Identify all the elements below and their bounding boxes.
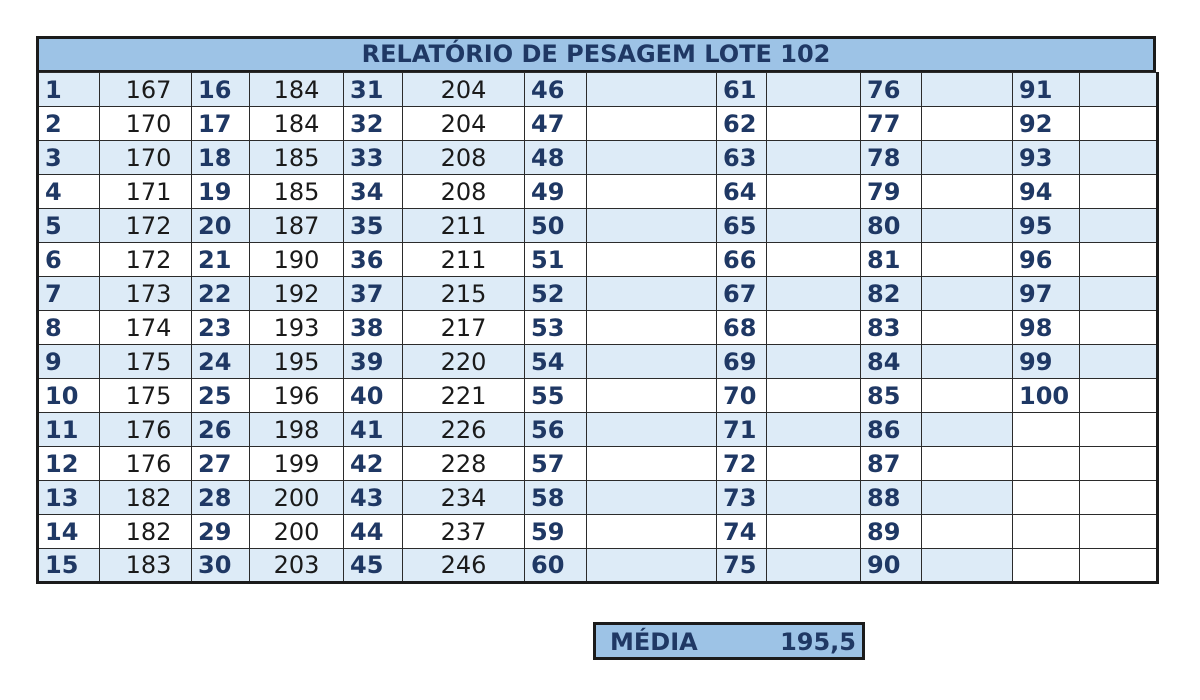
animal-number-cell: 32 — [344, 107, 403, 141]
animal-number-cell: 83 — [861, 311, 922, 345]
weight-cell — [767, 515, 861, 549]
animal-number-cell: 21 — [192, 243, 250, 277]
weight-cell — [922, 107, 1013, 141]
animal-number-cell: 40 — [344, 379, 403, 413]
weight-cell — [587, 243, 717, 277]
animal-number-cell: 8 — [38, 311, 100, 345]
animal-number-cell: 88 — [861, 481, 922, 515]
animal-number-cell: 23 — [192, 311, 250, 345]
animal-number-cell: 5 — [38, 209, 100, 243]
weight-cell: 175 — [100, 379, 192, 413]
weight-cell: 208 — [403, 175, 525, 209]
weight-cell — [767, 277, 861, 311]
weight-cell — [587, 209, 717, 243]
weight-cell — [767, 379, 861, 413]
animal-number-cell: 45 — [344, 549, 403, 583]
weight-cell: 195 — [250, 345, 344, 379]
animal-number-cell: 49 — [525, 175, 587, 209]
weight-cell: 208 — [403, 141, 525, 175]
animal-number-cell: 81 — [861, 243, 922, 277]
weight-cell — [767, 107, 861, 141]
animal-number-cell: 13 — [38, 481, 100, 515]
weighing-report-sheet — [36, 36, 1156, 584]
weight-cell: 171 — [100, 175, 192, 209]
weight-cell: 184 — [250, 107, 344, 141]
weight-cell: 200 — [250, 481, 344, 515]
weight-cell — [587, 549, 717, 583]
weight-cell — [587, 345, 717, 379]
weight-cell — [922, 277, 1013, 311]
weight-cell: 234 — [403, 481, 525, 515]
animal-number-cell: 42 — [344, 447, 403, 481]
animal-number-cell — [1013, 481, 1080, 515]
animal-number-cell: 75 — [717, 549, 767, 583]
animal-number-cell: 92 — [1013, 107, 1080, 141]
animal-number-cell: 10 — [38, 379, 100, 413]
animal-number-cell: 6 — [38, 243, 100, 277]
weight-cell — [767, 413, 861, 447]
weight-cell — [587, 515, 717, 549]
weight-cell — [1080, 379, 1158, 413]
animal-number-cell: 31 — [344, 73, 403, 107]
weight-cell — [587, 73, 717, 107]
table-row — [38, 515, 1158, 549]
weight-cell — [922, 175, 1013, 209]
weight-cell — [922, 481, 1013, 515]
weight-cell — [767, 481, 861, 515]
weight-cell — [1080, 209, 1158, 243]
animal-number-cell: 73 — [717, 481, 767, 515]
weight-cell — [587, 107, 717, 141]
animal-number-cell: 84 — [861, 345, 922, 379]
animal-number-cell: 39 — [344, 345, 403, 379]
weight-cell — [922, 515, 1013, 549]
animal-number-cell: 59 — [525, 515, 587, 549]
weight-cell — [587, 447, 717, 481]
weight-cell — [1080, 175, 1158, 209]
weight-cell: 228 — [403, 447, 525, 481]
weight-cell: 211 — [403, 209, 525, 243]
animal-number-cell: 30 — [192, 549, 250, 583]
animal-number-cell: 18 — [192, 141, 250, 175]
weight-cell: 187 — [250, 209, 344, 243]
average-value: 195,5 — [780, 628, 856, 656]
weight-cell — [922, 447, 1013, 481]
weight-cell: 198 — [250, 413, 344, 447]
animal-number-cell: 60 — [525, 549, 587, 583]
table-row — [38, 447, 1158, 481]
weight-cell — [587, 175, 717, 209]
animal-number-cell: 19 — [192, 175, 250, 209]
animal-number-cell: 24 — [192, 345, 250, 379]
animal-number-cell: 37 — [344, 277, 403, 311]
weight-cell — [1080, 345, 1158, 379]
weight-cell — [1080, 515, 1158, 549]
animal-number-cell: 7 — [38, 277, 100, 311]
weight-cell: 221 — [403, 379, 525, 413]
animal-number-cell: 3 — [38, 141, 100, 175]
weight-cell: 170 — [100, 107, 192, 141]
weight-cell: 237 — [403, 515, 525, 549]
animal-number-cell: 29 — [192, 515, 250, 549]
weight-cell — [767, 311, 861, 345]
weight-cell — [1080, 277, 1158, 311]
weight-cell — [767, 141, 861, 175]
weight-cell: 172 — [100, 243, 192, 277]
weight-cell: 199 — [250, 447, 344, 481]
weight-cell — [922, 209, 1013, 243]
animal-number-cell: 64 — [717, 175, 767, 209]
animal-number-cell: 86 — [861, 413, 922, 447]
weight-cell — [767, 243, 861, 277]
weight-cell: 184 — [250, 73, 344, 107]
animal-number-cell: 14 — [38, 515, 100, 549]
animal-number-cell: 87 — [861, 447, 922, 481]
animal-number-cell: 79 — [861, 175, 922, 209]
animal-number-cell: 56 — [525, 413, 587, 447]
weight-cell: 185 — [250, 175, 344, 209]
animal-number-cell: 93 — [1013, 141, 1080, 175]
table-row — [38, 277, 1158, 311]
weight-cell: 203 — [250, 549, 344, 583]
animal-number-cell: 35 — [344, 209, 403, 243]
weight-cell: 173 — [100, 277, 192, 311]
table-row — [38, 549, 1158, 583]
animal-number-cell: 58 — [525, 481, 587, 515]
animal-number-cell: 78 — [861, 141, 922, 175]
weight-cell — [767, 73, 861, 107]
table-row — [38, 209, 1158, 243]
weight-cell — [587, 481, 717, 515]
weight-cell — [922, 73, 1013, 107]
table-row — [38, 413, 1158, 447]
weight-cell — [922, 141, 1013, 175]
animal-number-cell: 76 — [861, 73, 922, 107]
weight-cell: 176 — [100, 413, 192, 447]
animal-number-cell: 70 — [717, 379, 767, 413]
animal-number-cell: 53 — [525, 311, 587, 345]
animal-number-cell: 50 — [525, 209, 587, 243]
weight-cell: 220 — [403, 345, 525, 379]
table-row — [38, 345, 1158, 379]
animal-number-cell: 91 — [1013, 73, 1080, 107]
animal-number-cell: 89 — [861, 515, 922, 549]
animal-number-cell: 38 — [344, 311, 403, 345]
average-label: MÉDIA — [610, 628, 698, 656]
animal-number-cell: 52 — [525, 277, 587, 311]
animal-number-cell: 63 — [717, 141, 767, 175]
report-title: RELATÓRIO DE PESAGEM LOTE 102 — [36, 36, 1156, 72]
animal-number-cell: 97 — [1013, 277, 1080, 311]
weight-cell: 211 — [403, 243, 525, 277]
animal-number-cell: 99 — [1013, 345, 1080, 379]
weight-cell: 182 — [100, 515, 192, 549]
weight-cell: 200 — [250, 515, 344, 549]
weight-cell — [587, 311, 717, 345]
weight-cell: 174 — [100, 311, 192, 345]
weight-cell: 226 — [403, 413, 525, 447]
weight-cell — [922, 311, 1013, 345]
weight-cell — [767, 209, 861, 243]
weight-cell — [587, 413, 717, 447]
animal-number-cell: 90 — [861, 549, 922, 583]
weight-cell — [922, 345, 1013, 379]
animal-number-cell: 20 — [192, 209, 250, 243]
table-row — [38, 243, 1158, 277]
animal-number-cell: 54 — [525, 345, 587, 379]
weight-cell — [1080, 549, 1158, 583]
weight-cell: 167 — [100, 73, 192, 107]
weighing-table — [36, 72, 1159, 584]
animal-number-cell — [1013, 447, 1080, 481]
animal-number-cell: 62 — [717, 107, 767, 141]
average-box — [593, 622, 865, 660]
weight-cell — [1080, 73, 1158, 107]
animal-number-cell: 25 — [192, 379, 250, 413]
animal-number-cell: 98 — [1013, 311, 1080, 345]
weight-cell: 215 — [403, 277, 525, 311]
table-row — [38, 379, 1158, 413]
weight-cell — [922, 243, 1013, 277]
animal-number-cell: 28 — [192, 481, 250, 515]
weight-cell — [1080, 141, 1158, 175]
animal-number-cell: 67 — [717, 277, 767, 311]
animal-number-cell: 15 — [38, 549, 100, 583]
weight-cell: 172 — [100, 209, 192, 243]
weight-cell — [587, 379, 717, 413]
table-row — [38, 175, 1158, 209]
animal-number-cell: 11 — [38, 413, 100, 447]
weight-cell: 176 — [100, 447, 192, 481]
animal-number-cell: 77 — [861, 107, 922, 141]
animal-number-cell: 95 — [1013, 209, 1080, 243]
animal-number-cell: 71 — [717, 413, 767, 447]
weight-cell: 175 — [100, 345, 192, 379]
weight-cell — [767, 549, 861, 583]
animal-number-cell: 82 — [861, 277, 922, 311]
weight-cell: 196 — [250, 379, 344, 413]
animal-number-cell: 34 — [344, 175, 403, 209]
weight-cell — [587, 277, 717, 311]
animal-number-cell: 57 — [525, 447, 587, 481]
animal-number-cell: 44 — [344, 515, 403, 549]
animal-number-cell: 85 — [861, 379, 922, 413]
weight-cell: 204 — [403, 73, 525, 107]
animal-number-cell: 66 — [717, 243, 767, 277]
weight-cell — [922, 413, 1013, 447]
animal-number-cell: 80 — [861, 209, 922, 243]
animal-number-cell: 4 — [38, 175, 100, 209]
weight-cell — [1080, 107, 1158, 141]
animal-number-cell: 72 — [717, 447, 767, 481]
table-row — [38, 73, 1158, 107]
animal-number-cell: 100 — [1013, 379, 1080, 413]
animal-number-cell: 33 — [344, 141, 403, 175]
animal-number-cell: 2 — [38, 107, 100, 141]
weight-cell — [767, 345, 861, 379]
animal-number-cell: 47 — [525, 107, 587, 141]
animal-number-cell: 22 — [192, 277, 250, 311]
animal-number-cell: 65 — [717, 209, 767, 243]
animal-number-cell — [1013, 413, 1080, 447]
weight-cell: 192 — [250, 277, 344, 311]
weight-cell — [1080, 311, 1158, 345]
animal-number-cell: 26 — [192, 413, 250, 447]
weight-cell: 190 — [250, 243, 344, 277]
animal-number-cell: 1 — [38, 73, 100, 107]
animal-number-cell: 17 — [192, 107, 250, 141]
weight-cell — [922, 379, 1013, 413]
weight-cell — [767, 447, 861, 481]
animal-number-cell: 9 — [38, 345, 100, 379]
weight-cell — [1080, 481, 1158, 515]
animal-number-cell: 61 — [717, 73, 767, 107]
animal-number-cell: 48 — [525, 141, 587, 175]
weight-cell — [587, 141, 717, 175]
weight-cell — [1080, 447, 1158, 481]
animal-number-cell: 43 — [344, 481, 403, 515]
table-row — [38, 141, 1158, 175]
animal-number-cell: 55 — [525, 379, 587, 413]
weight-cell — [767, 175, 861, 209]
weight-cell — [1080, 243, 1158, 277]
animal-number-cell: 41 — [344, 413, 403, 447]
weight-cell: 246 — [403, 549, 525, 583]
animal-number-cell: 12 — [38, 447, 100, 481]
weighing-table-body — [38, 73, 1158, 583]
animal-number-cell: 51 — [525, 243, 587, 277]
weight-cell: 185 — [250, 141, 344, 175]
animal-number-cell — [1013, 549, 1080, 583]
animal-number-cell — [1013, 515, 1080, 549]
weight-cell — [922, 549, 1013, 583]
weight-cell: 193 — [250, 311, 344, 345]
animal-number-cell: 36 — [344, 243, 403, 277]
weight-cell: 204 — [403, 107, 525, 141]
table-row — [38, 107, 1158, 141]
animal-number-cell: 27 — [192, 447, 250, 481]
animal-number-cell: 74 — [717, 515, 767, 549]
animal-number-cell: 94 — [1013, 175, 1080, 209]
animal-number-cell: 69 — [717, 345, 767, 379]
weight-cell: 170 — [100, 141, 192, 175]
table-row — [38, 311, 1158, 345]
weight-cell: 183 — [100, 549, 192, 583]
weight-cell — [1080, 413, 1158, 447]
weight-cell: 182 — [100, 481, 192, 515]
animal-number-cell: 68 — [717, 311, 767, 345]
weight-cell: 217 — [403, 311, 525, 345]
table-row — [38, 481, 1158, 515]
animal-number-cell: 16 — [192, 73, 250, 107]
animal-number-cell: 96 — [1013, 243, 1080, 277]
animal-number-cell: 46 — [525, 73, 587, 107]
